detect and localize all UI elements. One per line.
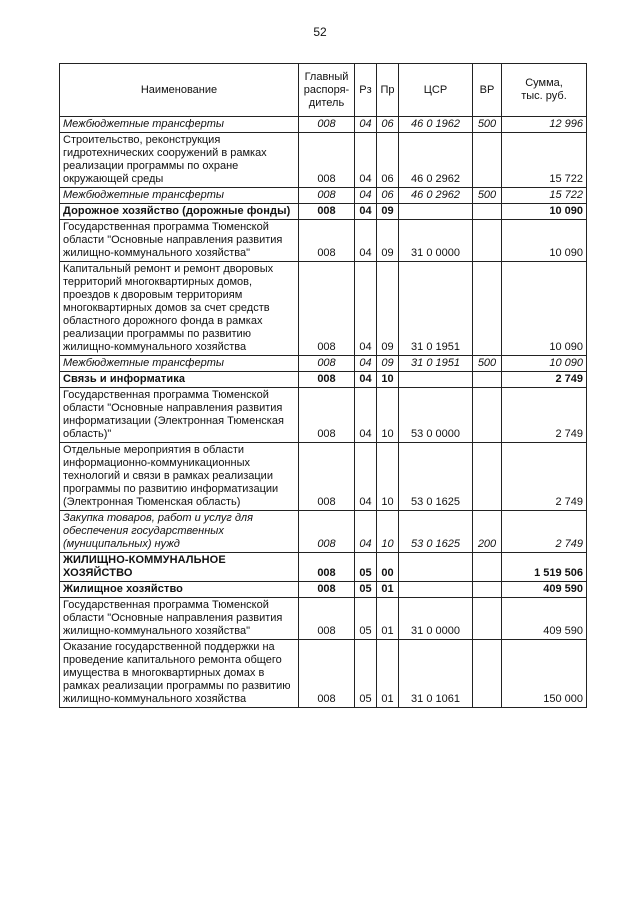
row-admin: 008 xyxy=(299,204,355,220)
header-admin-line1: Главный xyxy=(304,70,349,83)
row-sum: 409 590 xyxy=(502,582,587,598)
row-rz: 04 xyxy=(355,443,377,511)
header-rz: Рз xyxy=(355,64,377,117)
table-row xyxy=(60,372,587,388)
row-vr: 500 xyxy=(473,117,502,133)
row-pr: 06 xyxy=(377,117,399,133)
row-name: Оказание государственной поддержки на проведение капитального ремонта общего имущества в многоквартирных домах в рамках реализации программы по развитию жилищно-коммунального хозяйства xyxy=(60,640,299,708)
row-sum: 2 749 xyxy=(502,388,587,443)
row-name: Отдельные мероприятия в области информационно-коммуникационных технологий и связи в рамках реализации программы по развитию информатизации (Электронная Тюменская область) xyxy=(60,443,299,511)
row-sum: 10 090 xyxy=(502,356,587,372)
row-sum: 10 090 xyxy=(502,220,587,262)
header-name: Наименование xyxy=(60,64,299,117)
header-admin-line3: дитель xyxy=(308,96,345,109)
row-vr: 200 xyxy=(473,511,502,553)
table-row xyxy=(60,356,587,372)
row-admin: 008 xyxy=(299,356,355,372)
header-sum-line2: тыс. руб. xyxy=(521,90,567,102)
row-name: Строительство, реконструкция гидротехнических сооружений в рамках реализации программы по охране окружающей среды xyxy=(60,133,299,188)
row-pr: 06 xyxy=(377,133,399,188)
row-sum: 1 519 506 xyxy=(502,553,587,582)
row-vr: 500 xyxy=(473,356,502,372)
row-name: Межбюджетные трансферты xyxy=(60,117,299,133)
row-rz: 04 xyxy=(355,262,377,356)
row-pr: 10 xyxy=(377,511,399,553)
row-csr xyxy=(399,372,473,388)
page-number: 52 xyxy=(313,25,327,39)
table-row xyxy=(60,553,587,582)
row-csr: 31 0 1951 xyxy=(399,262,473,356)
row-vr xyxy=(473,388,502,443)
row-csr xyxy=(399,582,473,598)
header-admin-line2: распоря- xyxy=(303,83,350,96)
table-row xyxy=(60,388,587,443)
row-rz: 05 xyxy=(355,598,377,640)
row-name: Государственная программа Тюменской области "Основные направления развития информатизации (Электронная Тюменская область)" xyxy=(60,388,299,443)
row-pr: 10 xyxy=(377,388,399,443)
row-admin: 008 xyxy=(299,117,355,133)
row-pr: 09 xyxy=(377,262,399,356)
row-name: Государственная программа Тюменской области "Основные направления развития жилищно-коммунального хозяйства" xyxy=(60,220,299,262)
table-row xyxy=(60,511,587,553)
row-name: Капитальный ремонт и ремонт дворовых территорий многоквартирных домов, проездов к дворовым территориям многоквартирных домов за счет средств областного дорожного фонда в рамках реализации программы по развитию жилищно-коммунального хозяйства xyxy=(60,262,299,356)
row-sum: 10 090 xyxy=(502,204,587,220)
row-pr: 10 xyxy=(377,443,399,511)
header-vr: ВР xyxy=(473,64,502,117)
row-rz: 05 xyxy=(355,553,377,582)
row-csr: 31 0 0000 xyxy=(399,220,473,262)
row-rz: 04 xyxy=(355,133,377,188)
row-vr xyxy=(473,220,502,262)
row-csr: 31 0 0000 xyxy=(399,598,473,640)
row-rz: 04 xyxy=(355,388,377,443)
row-vr xyxy=(473,372,502,388)
table-row xyxy=(60,204,587,220)
row-admin: 008 xyxy=(299,640,355,708)
row-admin: 008 xyxy=(299,598,355,640)
row-admin: 008 xyxy=(299,511,355,553)
table-row xyxy=(60,133,587,188)
row-csr: 53 0 0000 xyxy=(399,388,473,443)
row-pr: 10 xyxy=(377,372,399,388)
row-csr: 46 0 2962 xyxy=(399,188,473,204)
row-vr xyxy=(473,443,502,511)
row-csr: 53 0 1625 xyxy=(399,443,473,511)
header-sum-line1: Сумма, xyxy=(525,77,563,89)
table-row xyxy=(60,598,587,640)
row-pr: 09 xyxy=(377,204,399,220)
row-sum: 2 749 xyxy=(502,443,587,511)
row-pr: 09 xyxy=(377,356,399,372)
row-rz: 04 xyxy=(355,220,377,262)
row-rz: 04 xyxy=(355,356,377,372)
row-pr: 01 xyxy=(377,598,399,640)
header-sum xyxy=(502,64,587,117)
header-csr: ЦСР xyxy=(399,64,473,117)
row-pr: 06 xyxy=(377,188,399,204)
row-pr: 01 xyxy=(377,582,399,598)
row-admin: 008 xyxy=(299,388,355,443)
row-vr xyxy=(473,598,502,640)
row-pr: 00 xyxy=(377,553,399,582)
row-vr: 500 xyxy=(473,188,502,204)
row-vr xyxy=(473,204,502,220)
row-vr xyxy=(473,582,502,598)
row-admin: 008 xyxy=(299,220,355,262)
row-sum: 150 000 xyxy=(502,640,587,708)
row-admin: 008 xyxy=(299,372,355,388)
row-name: ЖИЛИЩНО-КОММУНАЛЬНОЕ ХОЗЯЙСТВО xyxy=(60,553,299,582)
row-admin: 008 xyxy=(299,133,355,188)
table-row xyxy=(60,582,587,598)
table-row xyxy=(60,443,587,511)
row-rz: 05 xyxy=(355,582,377,598)
row-sum: 10 090 xyxy=(502,262,587,356)
header-admin xyxy=(299,64,355,117)
row-rz: 04 xyxy=(355,117,377,133)
row-vr xyxy=(473,262,502,356)
row-sum: 2 749 xyxy=(502,372,587,388)
row-sum: 409 590 xyxy=(502,598,587,640)
row-csr: 31 0 1061 xyxy=(399,640,473,708)
row-csr: 31 0 1951 xyxy=(399,356,473,372)
row-name: Жилищное хозяйство xyxy=(60,582,299,598)
table-row xyxy=(60,117,587,133)
row-csr: 46 0 2962 xyxy=(399,133,473,188)
row-csr: 46 0 1962 xyxy=(399,117,473,133)
row-admin: 008 xyxy=(299,188,355,204)
table-row xyxy=(60,220,587,262)
row-admin: 008 xyxy=(299,443,355,511)
row-vr xyxy=(473,640,502,708)
table-row xyxy=(60,640,587,708)
row-pr: 09 xyxy=(377,220,399,262)
row-sum: 15 722 xyxy=(502,188,587,204)
row-sum: 12 996 xyxy=(502,117,587,133)
row-name: Связь и информатика xyxy=(60,372,299,388)
row-rz: 04 xyxy=(355,188,377,204)
row-name: Закупка товаров, работ и услуг для обеспечения государственных (муниципальных) нужд xyxy=(60,511,299,553)
row-vr xyxy=(473,553,502,582)
row-sum: 15 722 xyxy=(502,133,587,188)
row-name: Межбюджетные трансферты xyxy=(60,188,299,204)
row-pr: 01 xyxy=(377,640,399,708)
header-pr: Пр xyxy=(377,64,399,117)
row-vr xyxy=(473,133,502,188)
row-csr: 53 0 1625 xyxy=(399,511,473,553)
row-rz: 04 xyxy=(355,204,377,220)
row-csr xyxy=(399,204,473,220)
row-sum: 2 749 xyxy=(502,511,587,553)
row-rz: 04 xyxy=(355,511,377,553)
row-rz: 05 xyxy=(355,640,377,708)
table-row xyxy=(60,188,587,204)
row-name: Межбюджетные трансферты xyxy=(60,356,299,372)
row-admin: 008 xyxy=(299,262,355,356)
row-name: Дорожное хозяйство (дорожные фонды) xyxy=(60,204,299,220)
row-csr xyxy=(399,553,473,582)
table-row xyxy=(60,262,587,356)
row-admin: 008 xyxy=(299,582,355,598)
budget-table xyxy=(59,63,587,708)
row-rz: 04 xyxy=(355,372,377,388)
table-header-row xyxy=(60,64,587,117)
row-name: Государственная программа Тюменской области "Основные направления развития жилищно-коммунального хозяйства" xyxy=(60,598,299,640)
row-admin: 008 xyxy=(299,553,355,582)
